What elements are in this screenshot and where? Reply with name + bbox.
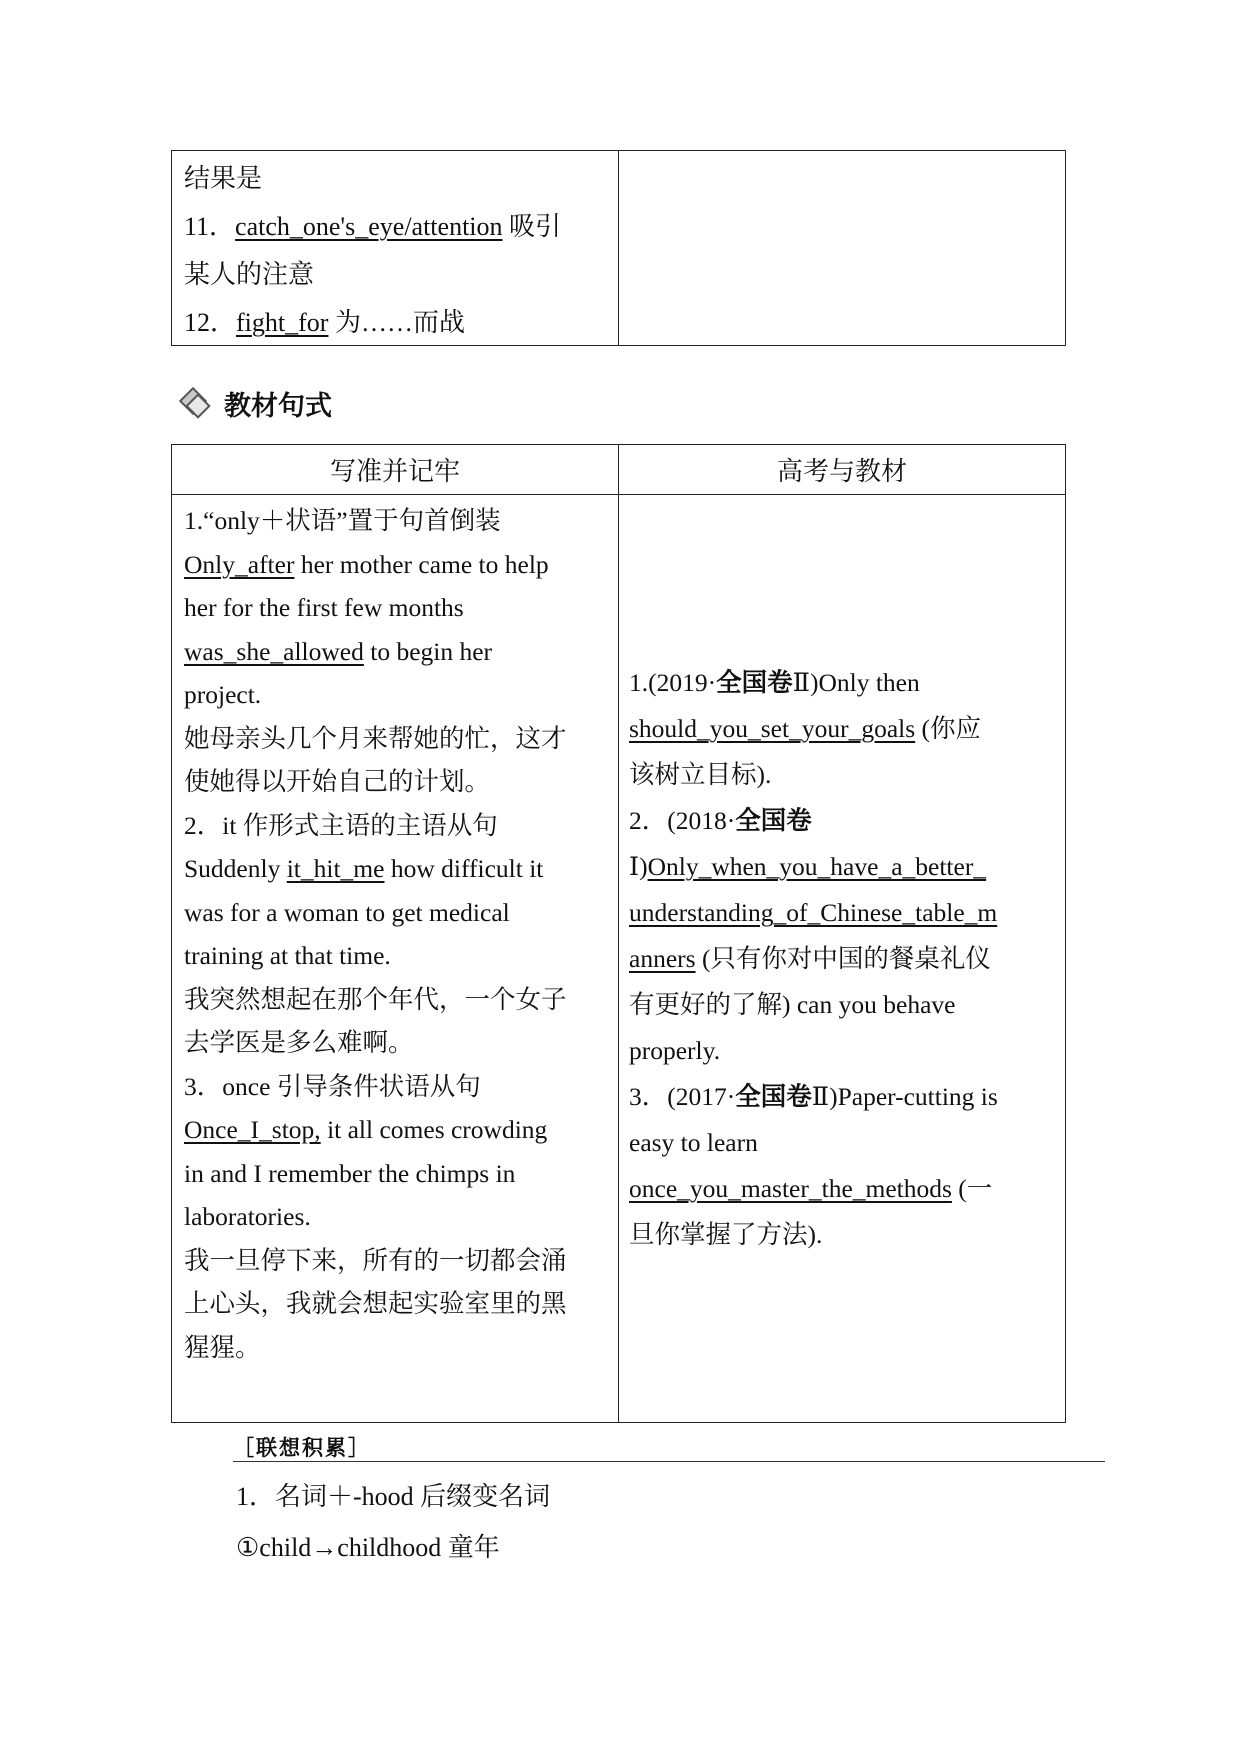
association-item-1: 1．名词＋-hood 后缀变名词	[236, 1482, 551, 1511]
vocab-cell-left	[172, 151, 619, 345]
text-line	[629, 1074, 1055, 1120]
text-line	[629, 660, 1055, 706]
text-line	[184, 1195, 608, 1239]
text-run: 11．	[184, 212, 236, 241]
text-line	[184, 299, 608, 347]
text-run: 1.(2019·	[629, 667, 717, 697]
text-run: to begin her	[363, 636, 493, 666]
text-line	[184, 1021, 608, 1065]
text-line	[184, 251, 608, 299]
underlined-answer: should_you_set_your_goals	[629, 713, 916, 743]
section-heading	[176, 384, 332, 423]
text-run: 我突然想起在那个年代，一个女子	[184, 984, 567, 1014]
text-run: 结果是	[184, 164, 263, 193]
text-line	[184, 891, 608, 935]
association-item-2: ①child→childhood 童年	[236, 1533, 500, 1562]
text-run: (一	[951, 1173, 993, 1203]
underlined-answer: Only_when_you_have_a_better_	[647, 851, 987, 881]
text-run: 2．(2018·	[629, 805, 736, 835]
vocab-table-continued	[171, 150, 1066, 346]
text-run: Ⅱ)Paper-cutting is	[811, 1081, 998, 1111]
text-run: Ⅰ)	[629, 851, 648, 881]
text-line	[184, 1152, 608, 1196]
text-run: her for the first few months	[184, 593, 464, 622]
text-line	[184, 499, 608, 543]
underlined-answer: Only_after	[184, 549, 295, 579]
sentence-table	[171, 444, 1066, 1423]
text-line	[184, 934, 608, 978]
text-run: 使她得以开始自己的计划。	[184, 767, 491, 796]
text-line	[184, 804, 608, 848]
text-run: project.	[184, 680, 262, 709]
text-line	[629, 844, 1055, 890]
text-run: was for a woman to get medical	[184, 897, 510, 927]
underlined-answer: was_she_allowed	[184, 636, 364, 666]
text-run: how difficult it	[384, 854, 544, 883]
text-run: easy to learn	[629, 1127, 758, 1157]
text-line	[629, 798, 1055, 844]
text-run: training at that time.	[184, 941, 391, 970]
text-run: 去学医是多么难啊。	[184, 1028, 414, 1057]
text-line	[184, 543, 608, 587]
table-header-row	[172, 445, 1065, 495]
diamond-icon	[176, 386, 212, 422]
text-line	[184, 1108, 608, 1152]
text-run: 旦你掌握了方法).	[629, 1219, 823, 1249]
header-right: 高考与教材	[776, 457, 907, 486]
association-label: ［联想积累］	[233, 1436, 371, 1460]
text-line	[184, 1065, 608, 1109]
text-run: 全国卷	[716, 667, 793, 698]
text-run: her mother came to help	[294, 549, 549, 579]
text-line	[184, 978, 608, 1022]
text-run: 吸引	[502, 212, 562, 241]
text-line	[184, 1282, 608, 1326]
text-run: 有更好的了解) can you behave	[629, 989, 956, 1019]
left-cell	[172, 495, 619, 1422]
text-line	[184, 673, 608, 717]
text-line	[184, 203, 608, 251]
text-line	[184, 717, 608, 761]
underlined-answer: fight_for	[236, 308, 329, 337]
divider	[233, 1461, 1105, 1462]
text-run: 3．(2017·	[629, 1081, 736, 1111]
text-run: Ⅱ)Only then	[792, 667, 920, 697]
text-run: 上心头，我就会想起实验室里的黑	[184, 1289, 567, 1318]
text-line	[184, 1239, 608, 1283]
underlined-answer: catch_one's_eye/attention	[235, 212, 503, 241]
text-line	[184, 630, 608, 674]
text-line	[184, 847, 608, 891]
text-run: 12．	[184, 308, 237, 337]
text-line	[629, 936, 1055, 982]
text-run: 全国卷	[735, 805, 812, 836]
text-line	[184, 760, 608, 804]
text-line	[629, 982, 1055, 1028]
text-run: 为……而战	[328, 308, 465, 337]
text-run: 我一旦停下来，所有的一切都会涌	[184, 1245, 567, 1275]
text-run: laboratories.	[184, 1202, 311, 1231]
text-line	[629, 1120, 1055, 1166]
text-run: 1.“only＋状语”置于句首倒装	[184, 506, 501, 535]
text-run: 该树立目标).	[629, 759, 772, 789]
text-run: 2．it 作形式主语的主语从句	[184, 810, 498, 840]
text-run: in and I remember the chimps in	[184, 1158, 516, 1188]
text-line	[629, 752, 1055, 798]
underlined-answer: understanding_of_Chinese_table_m	[629, 897, 998, 927]
text-run: it all comes crowding	[320, 1115, 548, 1144]
text-line	[629, 1166, 1055, 1212]
text-line	[184, 586, 608, 630]
text-run: 猩猩。	[184, 1332, 261, 1362]
text-line	[629, 1212, 1055, 1258]
underlined-answer: it_hit_me	[286, 854, 385, 883]
text-line	[629, 1028, 1055, 1074]
right-cell	[619, 495, 1065, 1422]
text-line	[184, 1326, 608, 1370]
text-run: 她母亲头几个月来帮她的忙，这才	[184, 723, 567, 753]
text-run: 某人的注意	[184, 260, 315, 289]
text-run: 3．once 引导条件状语从句	[184, 1071, 481, 1101]
vocab-cell-right	[619, 151, 1065, 345]
text-run: (只有你对中国的餐桌礼仪	[695, 943, 991, 973]
underlined-answer: Once_I_stop,	[184, 1115, 321, 1144]
header-left: 写准并记牢	[172, 445, 619, 494]
section-title: 教材句式	[224, 391, 332, 422]
text-run: Suddenly	[184, 854, 287, 883]
underlined-answer: once_you_master_the_methods	[629, 1173, 952, 1203]
table-body-row	[172, 495, 1065, 1422]
text-line	[184, 155, 608, 203]
text-run: properly.	[629, 1035, 721, 1065]
text-run: 全国卷	[735, 1081, 812, 1112]
text-line	[629, 706, 1055, 752]
text-run: (你应	[915, 713, 982, 743]
text-line	[629, 890, 1055, 936]
underlined-answer: anners	[629, 943, 696, 973]
